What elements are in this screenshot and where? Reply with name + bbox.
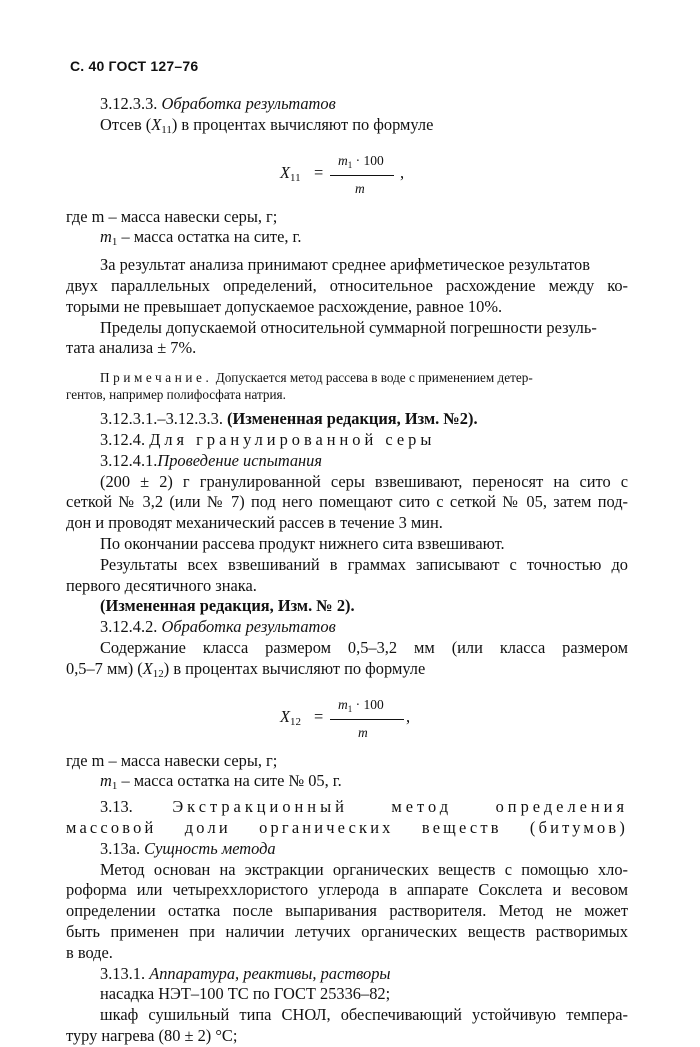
section-3-13-heading	[100, 797, 628, 818]
text-line: 0,5–7 мм) $(X_{12})$ в процентах вычисляют по формуле	[66, 658, 426, 680]
section-number: 3.13а.	[100, 838, 141, 858]
fraction-bar	[330, 719, 404, 720]
edit-note-1	[100, 409, 628, 430]
paragraph-record	[66, 554, 628, 597]
list-item: шкаф сушильный типа СНОЛ, обеспечивающий устойчивую темпера-	[100, 1005, 628, 1025]
formula-1-intro	[100, 115, 628, 141]
paragraph-limits	[66, 317, 628, 360]
section-number: 3.13.	[100, 797, 133, 817]
list-item-continuation: туру нагрева (80 ± 2) °С;	[66, 1025, 238, 1045]
section-title: Для гранулированной серы	[149, 429, 436, 449]
section-title: Проведение испытания	[157, 450, 322, 470]
formula-2-intro	[66, 637, 628, 685]
paragraph-weigh: По окончании рассева продукт нижнего сита взвешивают.	[100, 533, 505, 553]
text-line: Результаты всех взвешиваний в граммах записывают с точностью до	[100, 554, 628, 574]
paragraph-method	[66, 859, 628, 964]
equipment-list	[66, 984, 628, 1046]
section-title: Аппаратура, реактивы, растворы	[149, 963, 391, 983]
variable: X	[151, 114, 162, 134]
definition-m1-2: $m_1$ – масса остатка на сите № 05, г.	[100, 771, 342, 793]
note-label: Примечание.	[100, 370, 213, 386]
note-line: гентов, например полифосфата натрия.	[66, 387, 286, 403]
section-title: Экстракционный метод определения	[172, 797, 628, 817]
definition-m-2: где m – масса навески серы, г;	[66, 750, 278, 770]
text-line: За результат анализа принимают среднее арифметическое результатов	[100, 255, 590, 275]
section-3-12-4-heading	[100, 430, 628, 451]
list-item: насадка НЭТ–100 ТС по ГОСТ 25336–82;	[100, 984, 391, 1004]
text-line: Пределы допускаемой относительной суммарной погрешности резуль-	[100, 317, 597, 337]
note	[66, 369, 628, 403]
section-title: Обработка результатов	[161, 617, 336, 637]
edit-text: (Измененная редакция, Изм. №2).	[222, 409, 478, 429]
text-line: торыми не превышает допускаемое расхождение, равное 10%.	[66, 296, 503, 316]
intro-text: ) в процентах вычисляют по формуле	[171, 114, 434, 134]
definition-m: где m – масса навески серы, г;	[66, 206, 278, 226]
paragraph-test	[66, 471, 628, 534]
section-3-12-3-3-heading	[100, 94, 628, 115]
section-number: 3.12.3.3.	[100, 94, 158, 113]
text-line: Содержание класса размером 0,5–3,2 мм (или класса размером	[100, 637, 628, 657]
text-line: Метод основан на экстракции органических веществ с помощью хло-	[100, 859, 628, 879]
text-line: дон и проводят механический рассев в течение 3 мин.	[66, 513, 443, 533]
text-line: роформа или четыреххлористого углерода в аппарате Сокслета и весовом	[66, 880, 628, 900]
text-line: тата анализа ± 7%.	[66, 338, 197, 358]
formula-numerator: $m_1 \cdot 100$	[338, 152, 384, 170]
section-number: 3.12.4.1.	[100, 450, 158, 470]
formula-equals: =	[314, 162, 324, 182]
formula-numerator: $m_1 \cdot 100$	[338, 696, 384, 714]
section-3-12-4-1-heading	[100, 451, 628, 472]
page-header: С. 40 ГОСТ 127–76	[70, 58, 199, 74]
fraction-bar	[330, 175, 394, 176]
definition-m1: $m_1$ – масса остатка на сите, г.	[100, 227, 302, 249]
section-3-13-1-heading	[100, 964, 628, 985]
note-text: Допускается метод рассева в воде с применением детер-	[212, 370, 533, 386]
formula-lhs: $X_{12}$	[280, 706, 302, 728]
subscript: 11	[161, 123, 172, 136]
section-3-12-4-2-heading	[100, 617, 628, 638]
formula-comma: ,	[406, 706, 411, 726]
formula-1	[100, 141, 628, 207]
paragraph-result	[66, 255, 628, 317]
formula-denominator: m	[355, 180, 365, 196]
formula-equals: =	[314, 706, 324, 726]
section-range: 3.12.3.1.–3.12.3.3.	[100, 409, 223, 429]
text-line: первого десятичного знака.	[66, 575, 257, 595]
section-3-13a-heading	[100, 839, 628, 860]
section-number: 3.13.1.	[100, 963, 146, 983]
text-line: в воде.	[66, 942, 113, 962]
section-3-13-heading-line2: массовой доли органических веществ (битумов)	[66, 817, 628, 837]
text-line: (200 ± 2) г гранулированной серы взвешивают, переносят на сито с	[100, 471, 628, 491]
text-line: сеткой № 3,2 (или № 7) под него помещают сито с сеткой № 05, затем под-	[66, 492, 628, 512]
text-line: двух параллельных определений, относительное расхождение между ко-	[66, 275, 628, 295]
intro-text: Отсев (	[100, 114, 152, 134]
section-title: Сущность метода	[144, 838, 276, 858]
formula-comma: ,	[400, 162, 405, 182]
note-line	[100, 369, 628, 386]
section-number: 3.12.4.	[100, 429, 146, 449]
section-number: 3.12.4.2.	[100, 617, 158, 637]
text-line: быть применен при наличии летучих органических веществ растворимых	[66, 921, 628, 941]
text-line: определении остатка после выпаривания растворителя. Метод не может	[66, 901, 628, 921]
section-title: Обработка результатов	[161, 94, 336, 113]
page-content	[66, 94, 628, 1047]
formula-denominator: m	[358, 724, 368, 740]
formula-2	[100, 685, 628, 751]
edit-note-2: (Измененная редакция, Изм. № 2).	[100, 596, 355, 616]
formula-lhs: $X_{11}$	[280, 162, 301, 184]
